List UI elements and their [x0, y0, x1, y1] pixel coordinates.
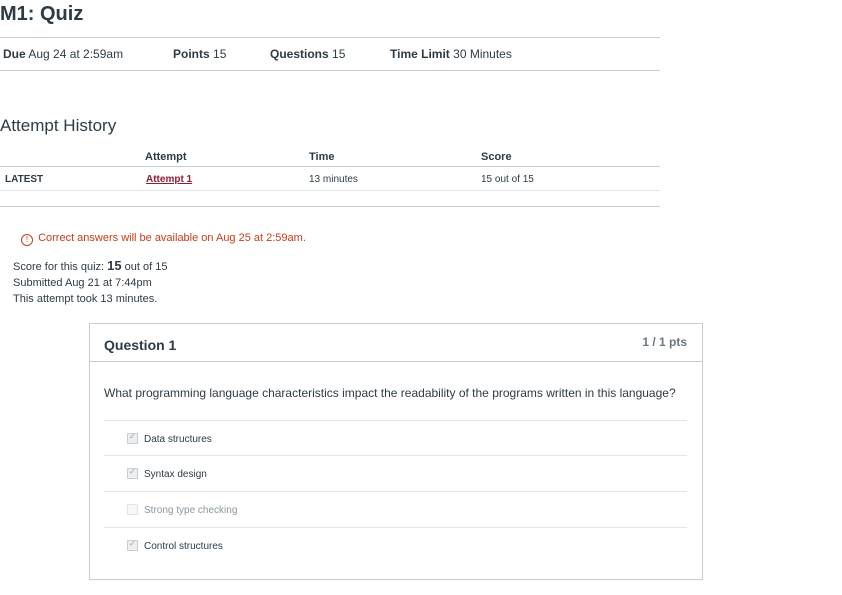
- answer-option: [104, 527, 687, 563]
- score-suffix: out of 15: [121, 261, 168, 273]
- answer-option: [104, 420, 687, 456]
- answer-option: [104, 455, 687, 491]
- score-prefix: Score for this quiz:: [13, 261, 108, 273]
- table-header: [0, 147, 660, 167]
- duration-line: This attempt took 13 minutes.: [13, 293, 158, 305]
- time-limit-info: [390, 47, 512, 61]
- points-value: 15: [213, 47, 227, 61]
- checkbox-checked-icon: [127, 468, 138, 479]
- questions-value: 15: [332, 47, 346, 61]
- points-label: Points: [173, 47, 210, 61]
- due-label: Due: [3, 47, 26, 61]
- notice-text: Correct answers will be available on Aug 25 at 2:59am.: [38, 232, 306, 244]
- attempt-link[interactable]: Attempt 1: [146, 174, 193, 185]
- latest-tag: LATEST: [5, 174, 44, 185]
- checkbox-checked-icon: [127, 540, 138, 551]
- question-points: 1 / 1 pts: [642, 335, 687, 349]
- answer-label: Syntax design: [144, 469, 207, 480]
- time-limit-label: Time Limit: [390, 47, 450, 61]
- table-row: [0, 167, 660, 191]
- column-time: Time: [309, 151, 335, 163]
- attempt-history-title: Attempt History: [0, 116, 117, 135]
- question-name: Question 1: [104, 337, 177, 353]
- questions-label: Questions: [270, 47, 329, 61]
- column-score: Score: [481, 151, 512, 163]
- attempt-time: 13 minutes: [309, 174, 358, 185]
- due-date: [3, 47, 123, 61]
- answer-label: Data structures: [144, 434, 212, 445]
- answer-option: [104, 491, 687, 527]
- score-line: [13, 258, 168, 275]
- correct-answers-notice: [21, 232, 306, 246]
- questions-info: [270, 47, 345, 61]
- quiz-details-bar: [0, 37, 660, 71]
- column-attempt: Attempt: [145, 151, 187, 163]
- attempt-score: 15 out of 15: [481, 174, 534, 185]
- answer-label: Strong type checking: [144, 505, 238, 516]
- quiz-summary: [13, 258, 168, 307]
- divider: [0, 206, 660, 207]
- warning-icon: !: [21, 234, 33, 246]
- checkbox-empty-icon: [127, 504, 138, 515]
- time-limit-value: 30 Minutes: [453, 47, 512, 61]
- submitted-line: Submitted Aug 21 at 7:44pm: [13, 277, 152, 289]
- due-value: Aug 24 at 2:59am: [28, 47, 124, 61]
- checkbox-checked-icon: [127, 433, 138, 444]
- question-text: What programming language characteristics impact the readability of the programs written in this language?: [104, 386, 676, 400]
- score-value: 15: [107, 258, 122, 273]
- page-title: M1: Quiz: [0, 3, 84, 25]
- points-info: [173, 47, 226, 61]
- question-card: [89, 323, 703, 580]
- answer-label: Control structures: [144, 541, 223, 552]
- question-header: [90, 324, 702, 362]
- attempt-history-table: [0, 147, 660, 191]
